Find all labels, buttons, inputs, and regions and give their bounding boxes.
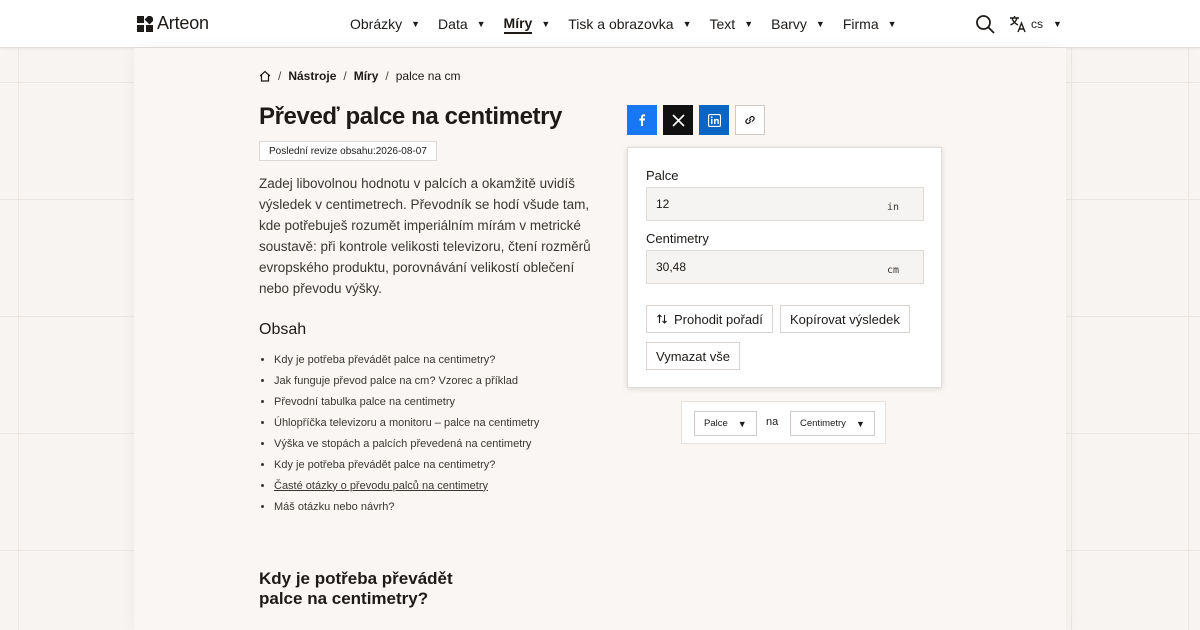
toc-item (259, 454, 539, 475)
caret-down-icon: ▼ (541, 19, 551, 29)
breadcrumb-separator: / (343, 69, 347, 83)
toc-item (259, 391, 539, 412)
breadcrumb-link-nastroje[interactable]: Nástroje (288, 69, 337, 83)
toc-link[interactable]: Převodní tabulka palce na centimetry (274, 395, 455, 408)
copy-result-button[interactable] (780, 305, 910, 333)
nav-label: Obrázky (350, 16, 403, 32)
caret-down-icon: ▼ (411, 19, 421, 29)
toc-link[interactable]: Úhlopříčka televizoru a monitoru – palce na centimetry (274, 416, 540, 429)
page-title: Převeď palce na centimetry (259, 103, 563, 130)
share-buttons (627, 105, 765, 135)
swap-button[interactable] (646, 305, 773, 333)
revision-label: Poslední revize obsahu: (269, 145, 376, 157)
caret-down-icon: ▼ (1053, 19, 1062, 29)
nav-label: Data (438, 16, 468, 32)
toc-link[interactable]: Kdy je potřeba převádět palce na centimetry? (274, 458, 496, 471)
toc-link[interactable]: Máš otázku nebo návrh? (274, 500, 395, 513)
from-unit-select[interactable] (694, 411, 757, 436)
nav-label: Tisk a obrazovka (568, 16, 674, 32)
clear-all-label: Vymazat vše (656, 348, 730, 364)
nav-label: Barvy (771, 16, 807, 32)
share-linkedin-button[interactable] (699, 105, 729, 135)
centimeters-input[interactable] (647, 251, 877, 283)
inches-label: Palce (646, 168, 679, 183)
nav-item-text[interactable] (710, 0, 754, 48)
share-facebook-button[interactable] (627, 105, 657, 135)
caret-down-icon: ▼ (476, 19, 486, 29)
clear-all-button[interactable] (646, 342, 740, 370)
nav-label: Text (709, 16, 736, 32)
translate-icon (1009, 15, 1027, 33)
toc-link[interactable]: Výška ve stopách a palcích převedená na centimetry (274, 437, 532, 450)
intro-text: Zadej libovolnou hodnotu v palcích a okamžitě uvidíš výsledek v centimetrech. Převodník se hodí všude tam, kde potřebuješ rozumět imperiálním mírám v metrické soustavě: při kontrole velikosti televizoru, čtení rozměrů evropského produktu, porovnávání velikostí oblečení nebo převodu výšky. (259, 176, 591, 296)
home-icon[interactable] (259, 70, 271, 82)
linkedin-icon (708, 114, 721, 127)
to-unit-select[interactable] (790, 411, 875, 436)
swap-label: Prohodit pořadí (674, 311, 763, 327)
toc-link[interactable]: Kdy je potřeba převádět palce na centimetry? (274, 353, 496, 366)
nav-item-firma[interactable] (843, 0, 897, 48)
x-icon (672, 114, 685, 127)
nav-item-obrazky[interactable] (350, 0, 420, 48)
nav-label: Míry (504, 15, 533, 34)
unit-selector (681, 401, 886, 444)
share-x-button[interactable] (663, 105, 693, 135)
inches-field[interactable] (646, 187, 924, 221)
copy-link-button[interactable] (735, 105, 765, 135)
language-switcher[interactable] (1009, 15, 1062, 33)
link-icon (743, 113, 757, 127)
unit-connector: na (766, 416, 779, 428)
centimeters-label: Centimetry (646, 231, 709, 246)
breadcrumb-separator: / (385, 69, 389, 83)
toc-item (259, 412, 539, 433)
from-unit-value: Palce (704, 418, 728, 429)
copy-result-label: Kopírovat výsledek (790, 311, 900, 327)
caret-down-icon: ▼ (887, 19, 897, 29)
toc-link[interactable]: Časté otázky o převodu palců na centimetry (274, 479, 489, 492)
centimeters-unit: cm (886, 265, 899, 276)
facebook-icon (635, 113, 649, 127)
to-unit-value: Centimetry (800, 418, 846, 429)
inches-unit: in (886, 202, 899, 213)
nav-item-barvy[interactable] (771, 0, 825, 48)
swap-icon (656, 313, 668, 325)
caret-down-icon: ▼ (855, 418, 865, 429)
toc-title: Obsah (259, 321, 307, 338)
section-heading: Kdy je potřeba převádět palce na centimetry? (259, 569, 453, 608)
nav-label: Firma (842, 16, 879, 32)
main-nav (350, 0, 915, 48)
revision-badge (259, 141, 437, 161)
caret-down-icon: ▼ (682, 19, 692, 29)
toc-item (259, 475, 539, 496)
breadcrumb-separator: / (278, 69, 282, 83)
search-icon[interactable] (975, 14, 995, 34)
logo-mark-icon (137, 16, 153, 32)
breadcrumb-link-miry[interactable]: Míry (353, 69, 379, 83)
logo[interactable] (137, 13, 209, 34)
nav-item-data[interactable] (438, 0, 486, 48)
caret-down-icon: ▼ (815, 19, 825, 29)
revision-date: 2026-08-07 (375, 145, 427, 157)
toc-item (259, 370, 539, 391)
toc-item (259, 349, 539, 370)
centimeters-field[interactable] (646, 250, 924, 284)
caret-down-icon: ▼ (737, 418, 747, 429)
logo-text: Arteon (157, 13, 209, 33)
table-of-contents (259, 349, 539, 517)
breadcrumb (259, 69, 460, 83)
breadcrumb-current: palce na cm (395, 69, 461, 83)
toc-item (259, 433, 539, 454)
nav-item-tisk[interactable] (568, 0, 691, 48)
caret-down-icon: ▼ (744, 19, 754, 29)
site-header (0, 0, 1200, 48)
inches-input[interactable] (647, 188, 877, 220)
converter-card (627, 147, 942, 388)
nav-item-miry[interactable] (504, 0, 551, 48)
toc-item (259, 496, 539, 517)
toc-link[interactable]: Jak funguje převod palce na cm? Vzorec a příklad (274, 374, 518, 387)
language-code: cs (1031, 17, 1043, 31)
